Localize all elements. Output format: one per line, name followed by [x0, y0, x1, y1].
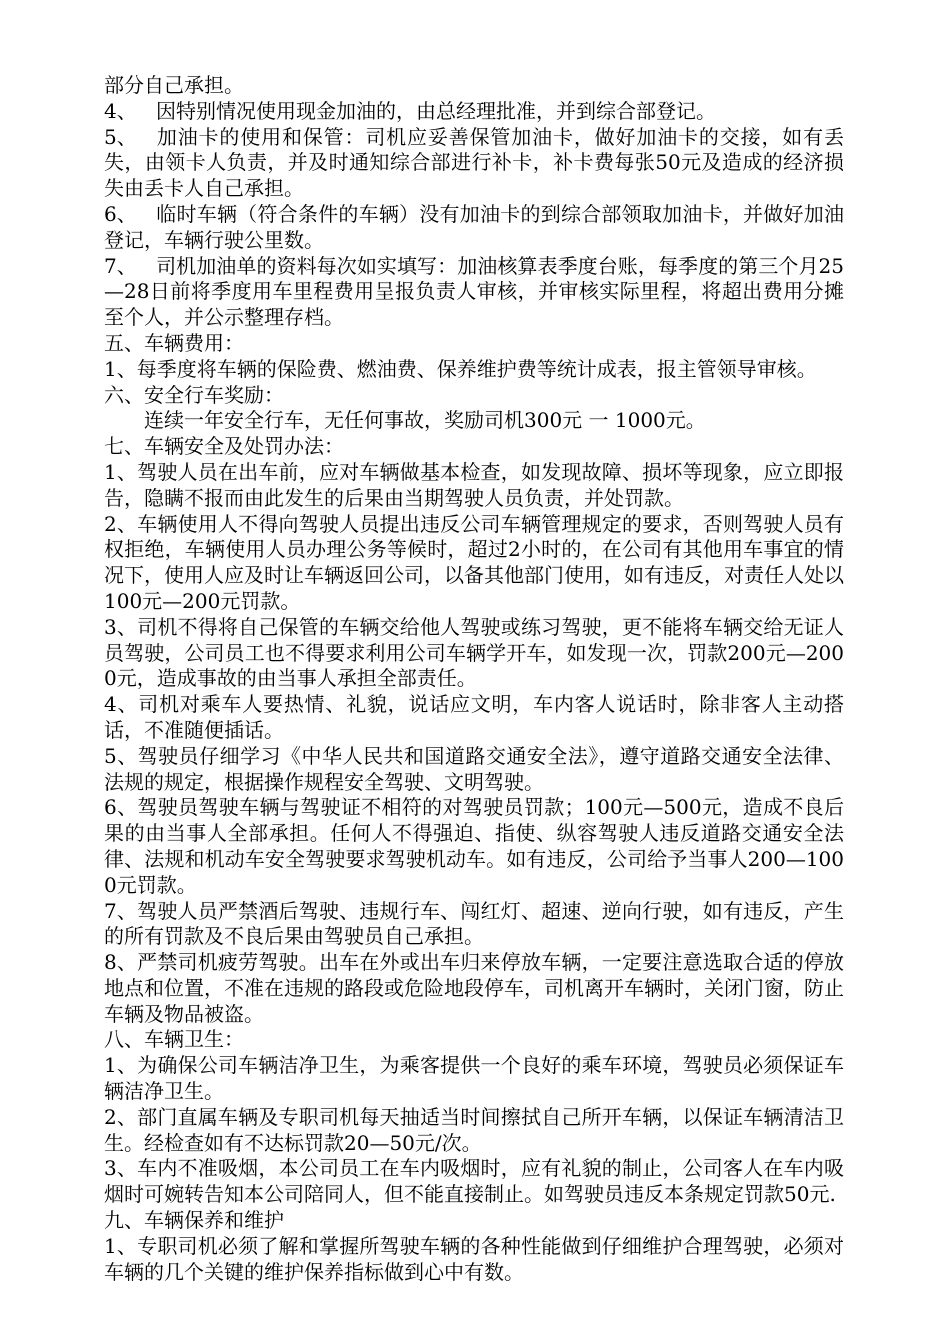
paragraph-item-5 — [104, 125, 844, 202]
paragraph-item-6 — [104, 202, 844, 254]
section-heading-maintenance: 九、车辆保养和维护 — [104, 1208, 284, 1233]
paragraph-safety-3: 3、司机不得将自己保管的车辆交给他人驾驶或练习驾驶，更不能将车辆交给无证人员驾驶，公司员工也不得要求利用公司车辆学开车，如发现一次，罚款200元—2000元，造成事故的由当事人承担全部责任。 — [104, 614, 844, 691]
item-number: 7、 — [104, 253, 137, 278]
document-body — [104, 73, 844, 1285]
paragraph-safety-2: 2、车辆使用人不得向驾驶人员提出违反公司车辆管理规定的要求，否则驾驶人员有权拒绝，车辆使用人员办理公务等候时，超过2小时的，在公司有其他用车事宜的情况下，使用人应及时让车辆返回公司，以备其他部门使用，如有违反，对责任人处以100元—200元罚款。 — [104, 511, 844, 613]
paragraph-continuation: 部分自己承担。 — [104, 73, 244, 97]
item-number: 5、 — [104, 124, 137, 149]
item-number: 4、 — [104, 98, 137, 123]
paragraph-safety-8: 8、严禁司机疲劳驾驶。出车在外或出车归来停放车辆，一定要注意选取合适的停放地点和位置，不准在违规的路段或危险地段停车，司机离开车辆时，关闭门窗，防止车辆及物品被盗。 — [104, 950, 844, 1026]
item-text: 临时车辆（符合条件的车辆）没有加油卡的到综合部领取加油卡，并做好加油登记，车辆行驶公里数。 — [104, 201, 844, 252]
section-heading-safety-penalty: 七、车辆安全及处罚办法： — [104, 434, 344, 459]
paragraph-item-4 — [104, 99, 844, 125]
item-text: 司机加油单的资料每次如实填写：加油核算表季度台账，每季度的第三个月25—28日前将季度用车里程费用呈报负责人审核，并审核实际里程，将超出费用分摊至个人，并公示整理存档。 — [104, 253, 844, 330]
section-heading-hygiene: 八、车辆卫生： — [104, 1027, 244, 1052]
paragraph-maintenance-1: 1、专职司机必须了解和掌握所驾驶车辆的各种性能做到仔细维护合理驾驶，必须对车辆的几个关键的维护保养指标做到心中有数。 — [104, 1233, 844, 1284]
paragraph-item-7 — [104, 254, 844, 331]
paragraph-reward: 连续一年安全行车，无任何事故，奖励司机300元 一 1000元。 — [144, 408, 706, 433]
paragraph-safety-6: 6、驾驶员驾驶车辆与驾驶证不相符的对驾驶员罚款；100元—500元，造成不良后果的由当事人全部承担。任何人不得强迫、指使、纵容驾驶人违反道路交通安全法律、法规和机动车安全驾驶要求驾驶机动车。如有违反，公司给予当事人200—1000元罚款。 — [104, 795, 844, 897]
paragraph-safety-1: 1、驾驶人员在出车前，应对车辆做基本检查，如发现故障、损坏等现象，应立即报告，隐瞒不报而由此发生的后果由当期驾驶人员负责，并处罚款。 — [104, 459, 844, 510]
item-text: 因特别情况使用现金加油的，由总经理批准，并到综合部登记。 — [156, 98, 716, 123]
item-number: 6、 — [104, 201, 137, 226]
section-heading-safety-reward: 六、安全行车奖励： — [104, 382, 284, 407]
item-text: 加油卡的使用和保管：司机应妥善保管加油卡，做好加油卡的交接，如有丢失，由领卡人负责，并及时通知综合部进行补卡，补卡费每张50元及造成的经济损失由丢卡人自己承担。 — [104, 124, 844, 201]
paragraph-hygiene-3: 3、车内不准吸烟，本公司员工在车内吸烟时，应有礼貌的制止，公司客人在车内吸烟时可婉转告知本公司陪同人，但不能直接制止。如驾驶员违反本条规定罚款50元. — [104, 1156, 844, 1207]
paragraph-hygiene-1: 1、为确保公司车辆洁净卫生，为乘客提供一个良好的乘车环境，驾驶员必须保证车辆洁净卫生。 — [104, 1053, 844, 1104]
paragraph-safety-5: 5、驾驶员仔细学习《中华人民共和国道路交通安全法》，遵守道路交通安全法律、法规的规定，根据操作规程安全驾驶、文明驾驶。 — [104, 743, 844, 794]
paragraph-safety-4: 4、司机对乘车人要热情、礼貌，说话应文明，车内客人说话时，除非客人主动搭话，不准随便插话。 — [104, 692, 844, 742]
paragraph-safety-7: 7、驾驶人员严禁酒后驾驶、违规行车、闯红灯、超速、逆向行驶，如有违反，产生的所有罚款及不良后果由驾驶员自己承担。 — [104, 898, 844, 949]
paragraph-hygiene-2: 2、部门直属车辆及专职司机每天抽适当时间擦拭自己所开车辆，以保证车辆清洁卫生。经检查如有不达标罚款20—50元/次。 — [104, 1104, 844, 1155]
paragraph-costs-1: 1、每季度将车辆的保险费、燃油费、保养维护费等统计成表，报主管领导审核。 — [104, 356, 817, 381]
section-heading-vehicle-costs: 五、车辆费用： — [104, 330, 244, 355]
